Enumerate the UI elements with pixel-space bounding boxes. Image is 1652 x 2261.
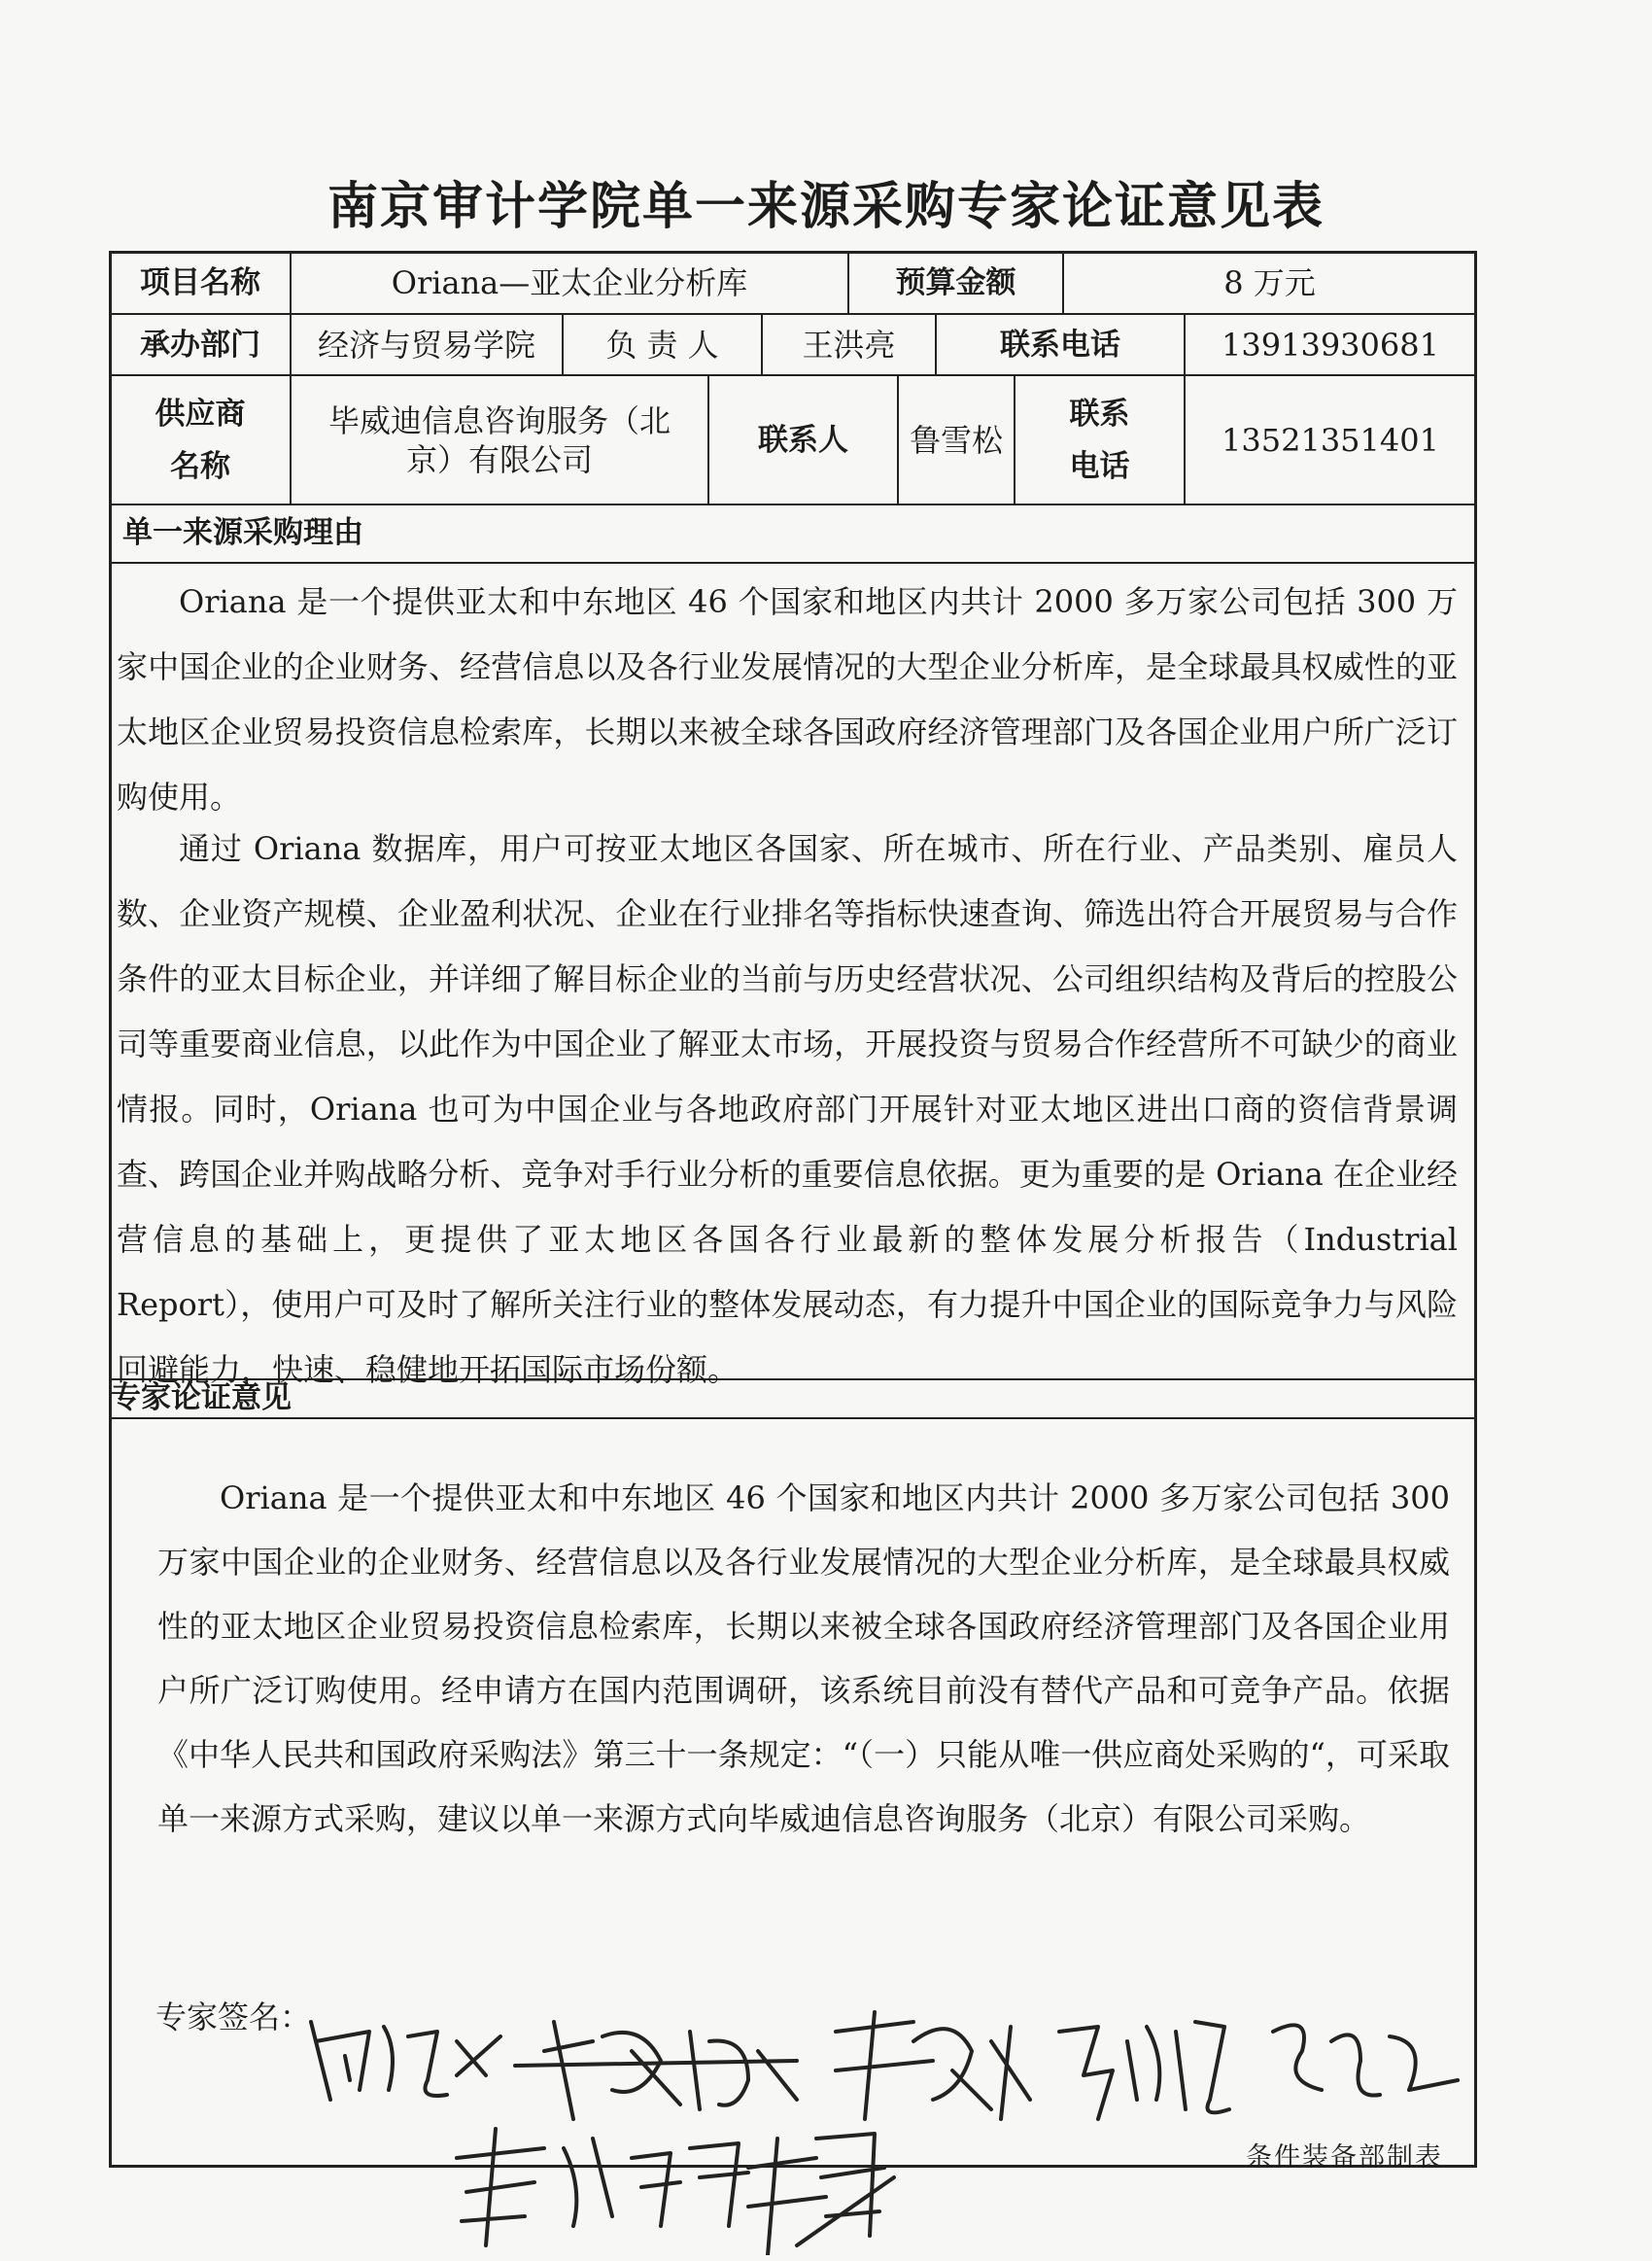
signature-5 xyxy=(1273,2025,1458,2095)
supplier-label-line-1: 供应商 xyxy=(155,396,246,432)
budget-value: 8 万元 xyxy=(1223,264,1316,301)
phone-label: 联系电话 xyxy=(1000,327,1120,363)
row-divider-6 xyxy=(109,1417,1477,1419)
budget-label: 预算金额 xyxy=(895,265,1016,300)
supplier-value xyxy=(292,376,707,504)
phone-value: 13913930681 xyxy=(1222,326,1439,364)
signature-2 xyxy=(515,2022,797,2119)
expert-signatures xyxy=(292,1983,1477,2255)
supplier-value-line-2: 京）有限公司 xyxy=(405,440,593,478)
reason-paragraph-2: 通过 Oriana 数据库，用户可按亚太地区各国家、所在城市、所在行业、产品类别、雇员人数、企业资产规模、企业盈利状况、企业在行业排名等指标快速查询、筛选出符合开展贸易与合作条件的亚太目标企业，并详细了解目标企业的当前与历史经营状况、公司组织结构及背后的控股公司等重要商业信息，以此作为中国企业了解亚太市场，开展投资与贸易合作经营所不可缺少的商业情报。同时，Oriana 也可为中国企业与各地政府部门开展针对亚太地区进出口商的资信背景调查、跨国企业并购战略分析、竞争对手行业分析的重要信息依据。更为重要的是 Oriana 在企业经营信息的基础上，更提供了亚太地区各国各行业最新的整体发展分析报告（Industrial Report），使用户可及时了解所关注行业的整体发展动态，有力提升中国企业的国际竞争力与风险回避能力，快速、稳健地开拓国际市场份额。 xyxy=(117,830,1458,1388)
reason-heading: 单一来源采购理由 xyxy=(122,515,363,550)
supplier-label xyxy=(111,376,290,504)
project-name-label: 项目名称 xyxy=(140,265,260,300)
dept-value: 经济与贸易学院 xyxy=(317,326,535,364)
reason-paragraph-1: Oriana 是一个提供亚太和中东地区 46 个国家和地区内共计 2000 多万家公司包括 300 万家中国企业的企业财务、经营信息以及各行业发展情况的大型企业分析库，是全球最具权威性的亚太地区企业贸易投资信息检索库，长期以来被全球各国政府经济管理部门及各国企业用户所广泛订购使用。 xyxy=(117,583,1458,816)
contact-value: 鲁雪松 xyxy=(909,421,1003,459)
dept-label: 承办部门 xyxy=(140,327,260,363)
contact-label: 联系人 xyxy=(758,422,848,458)
owner-value: 王洪亮 xyxy=(802,326,896,364)
page-title: 南京审计学院单一来源采购专家论证意见表 xyxy=(327,178,1325,236)
contact-phone-label-line-2: 电话 xyxy=(1069,448,1130,484)
row-divider-4 xyxy=(109,562,1477,564)
signature-1 xyxy=(311,2022,500,2100)
signature-7 xyxy=(748,2134,894,2255)
row-divider-3 xyxy=(109,504,1477,505)
footer-note: 条件装备部制表 xyxy=(1246,2142,1443,2173)
signature-label: 专家签名： xyxy=(155,1999,312,2035)
supplier-label-line-2: 名称 xyxy=(170,448,230,484)
supplier-value-line-1: 毕威迪信息咨询服务（北 xyxy=(327,401,671,439)
owner-label: 负 责 人 xyxy=(605,326,719,364)
opinion-paragraph: Oriana 是一个提供亚太和中东地区 46 个国家和地区内共计 2000 多万家公司包括 300 万家中国企业的企业财务、经营信息以及各行业发展情况的大型企业分析库，是全球最具权威性的亚太地区企业贸易投资信息检索库，长期以来被全球各国政府经济管理部门及各国企业用户所广泛订购使用。经申请方在国内范围调研，该系统目前没有替代产品和可竞争产品。依据《中华人民共和国政府采购法》第三十一条规定：“（一）只能从唯一供应商处采购的“，可采取单一来源方式采购，建议以单一来源方式向毕威迪信息咨询服务（北京）有限公司采购。 xyxy=(157,1479,1450,1837)
contact-phone-label-line-1: 联系 xyxy=(1069,396,1130,432)
opinion-heading: 专家论证意见 xyxy=(111,1380,292,1415)
signature-4 xyxy=(1059,2022,1229,2119)
signature-6 xyxy=(457,2129,748,2245)
signature-3 xyxy=(836,2012,1030,2119)
project-name-value: Oriana—亚太企业分析库 xyxy=(391,264,748,301)
contact-phone-label xyxy=(1015,376,1184,504)
contact-phone-value: 13521351401 xyxy=(1222,421,1439,459)
